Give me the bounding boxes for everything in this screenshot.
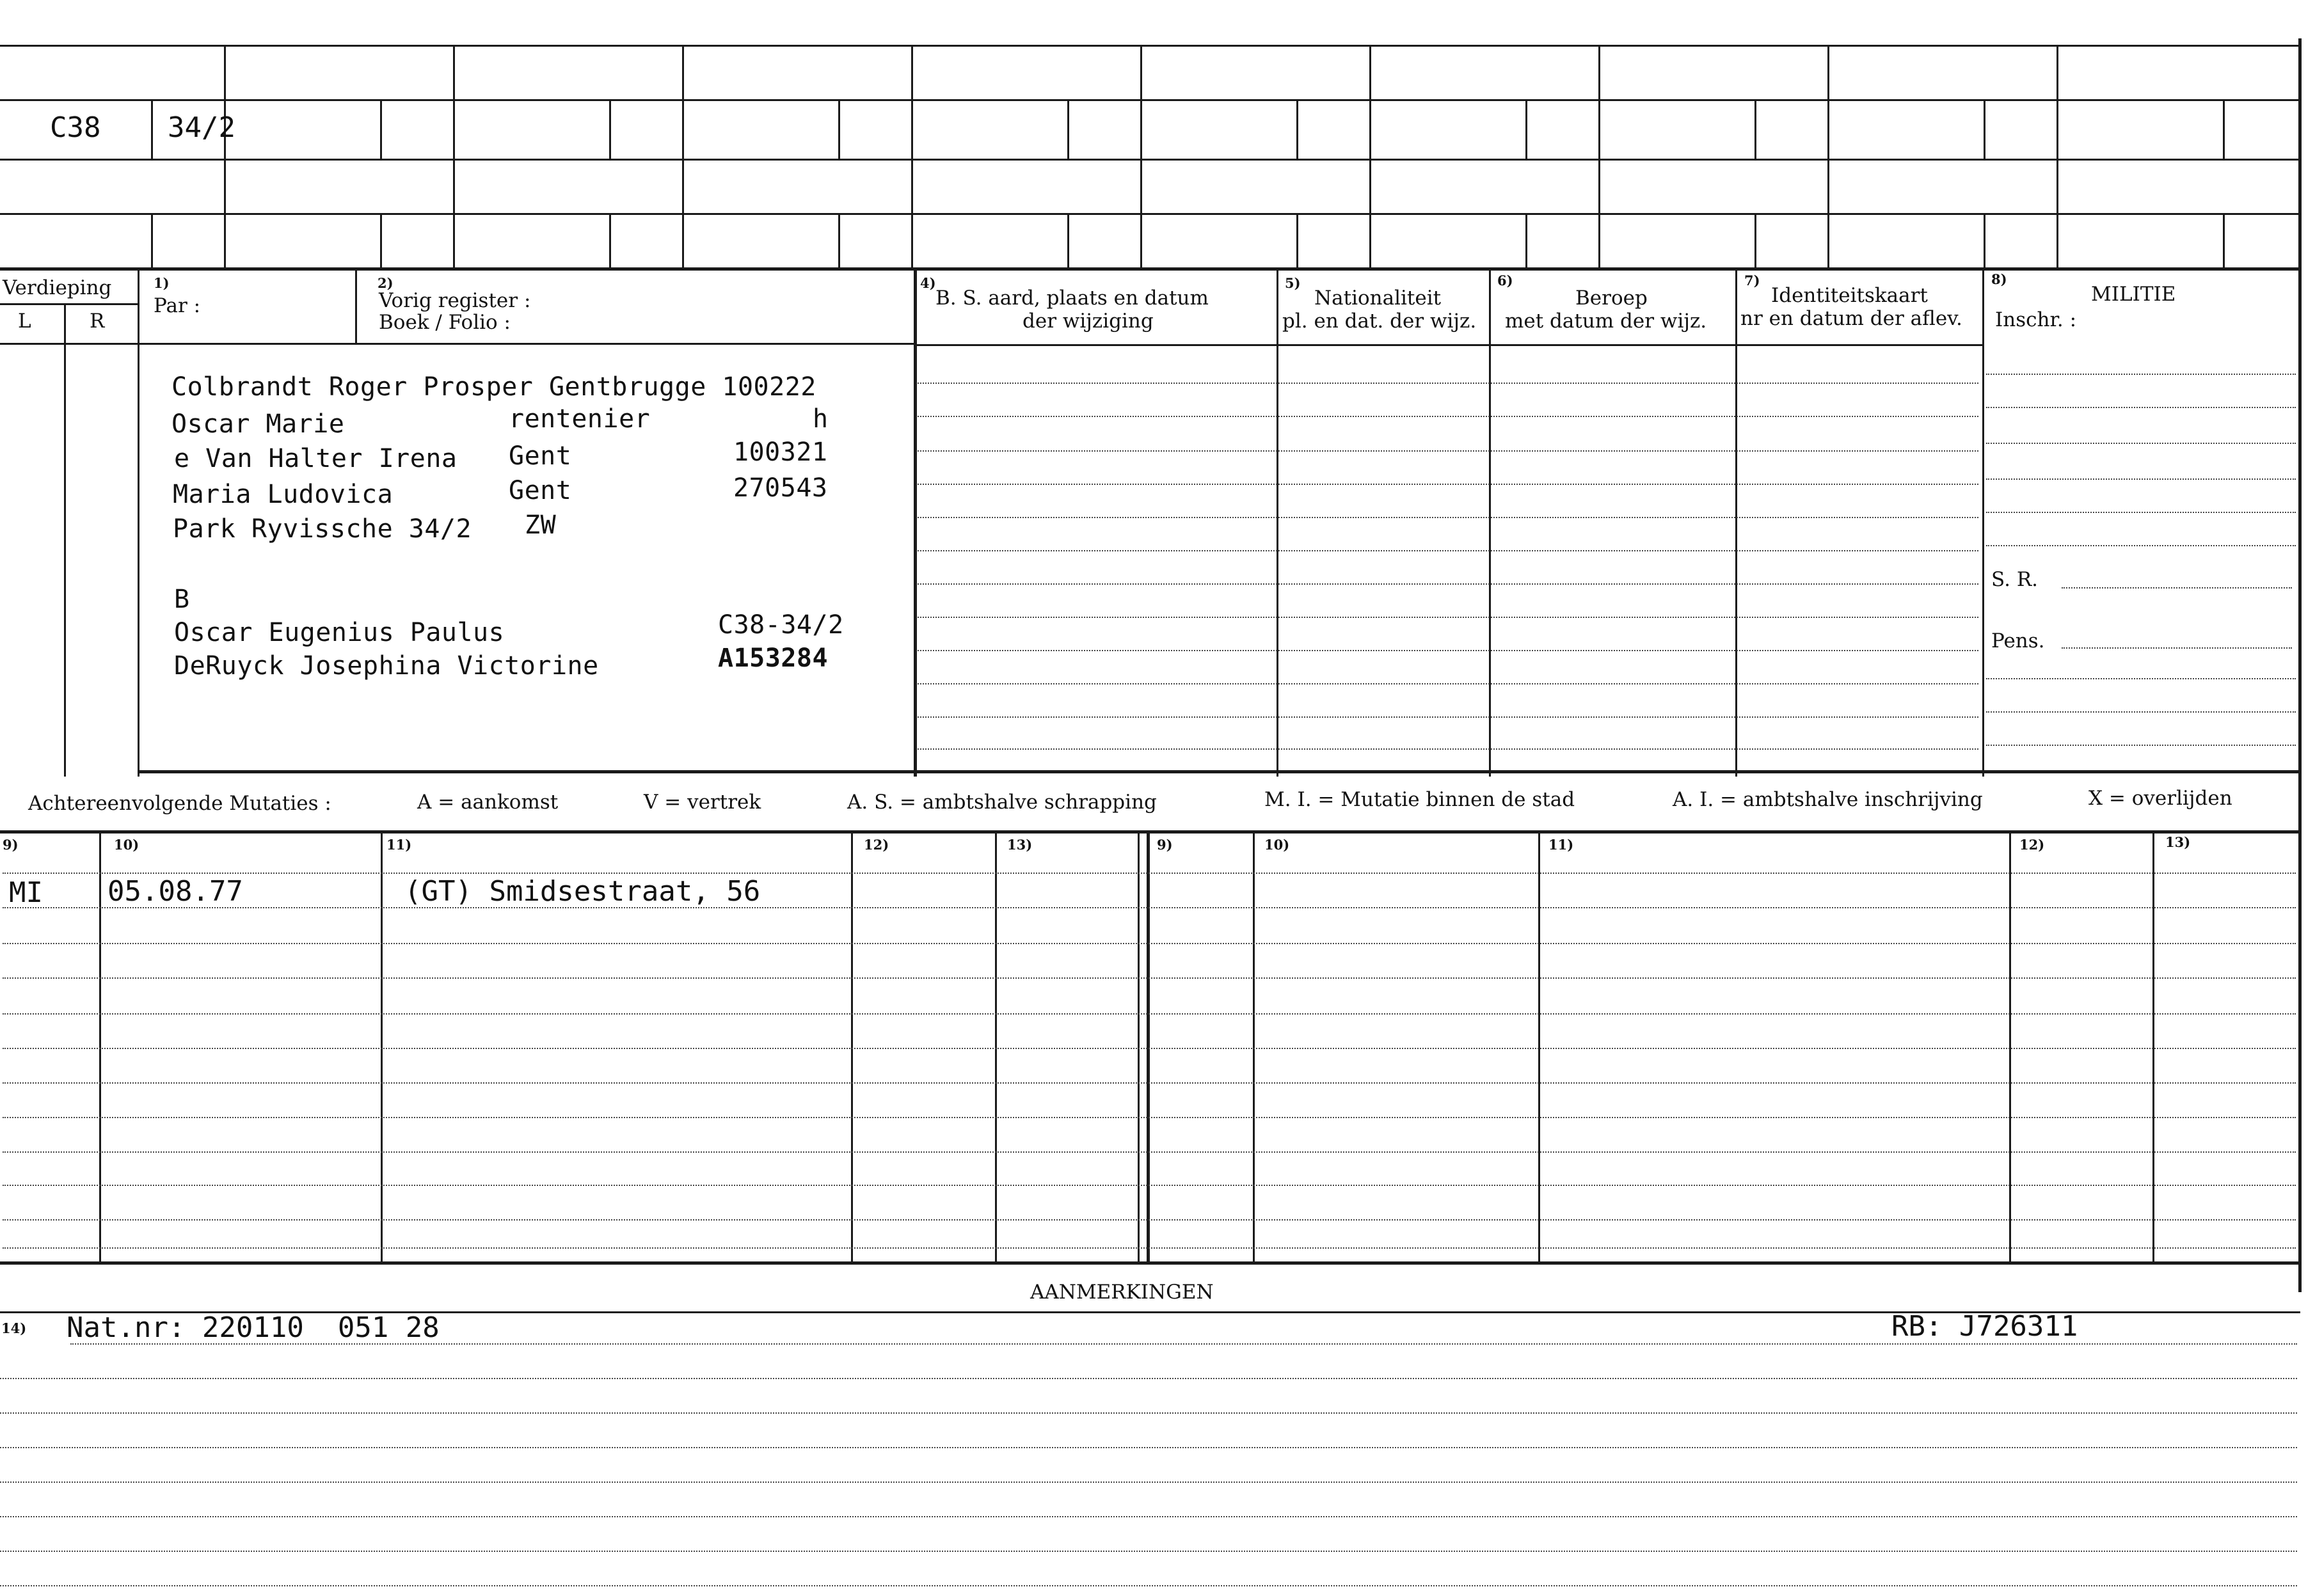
- militie-pens: Pens.: [1991, 629, 2045, 652]
- person-line8a: DeRuyck Josephina Victorine: [174, 651, 599, 681]
- col5-line2: pl. en dat. der wijz.: [1282, 310, 1477, 333]
- person-line7b: C38-34/2: [718, 610, 844, 640]
- legend-as: A. S. = ambtshalve schrapping: [847, 791, 1157, 814]
- col8-num: 8): [1991, 271, 2007, 287]
- mut-h9b: 9): [1157, 837, 1173, 853]
- col4-line2: der wijziging: [1022, 310, 1154, 333]
- person-line2b: rentenier: [509, 404, 651, 434]
- col6-line2: met datum der wijz.: [1505, 310, 1707, 333]
- col4-num: 4): [920, 275, 936, 291]
- par-num: 1): [154, 275, 170, 291]
- mutation-type: MI: [9, 876, 43, 909]
- legend-x: X = overlijden: [2088, 787, 2232, 810]
- militie-sr: S. R.: [1991, 568, 2039, 591]
- col5-line1: Nationaliteit: [1314, 287, 1442, 310]
- person-line3b: Gent: [509, 441, 572, 471]
- person-line7a: Oscar Eugenius Paulus: [174, 618, 505, 647]
- mut-h11b: 11): [1548, 837, 1574, 853]
- mutation-date: 05.08.77: [107, 875, 243, 908]
- col7-line2: nr en datum der aflev.: [1740, 307, 1962, 330]
- remarks-natnr: Nat.nr: 220110 051 28: [67, 1311, 440, 1344]
- person-line2c: h: [813, 404, 829, 434]
- militie-inschr: Inschr. :: [1995, 308, 2077, 331]
- verdieping-r: R: [90, 310, 105, 333]
- legend-title: Achtereenvolgende Mutaties :: [28, 792, 331, 815]
- col6-line1: Beroep: [1575, 287, 1648, 310]
- person-line1: Colbrandt Roger Prosper Gentbrugge 100222: [171, 372, 816, 402]
- mut-h12a: 12): [864, 837, 889, 853]
- person-line3c: 100321: [733, 438, 828, 467]
- header-code-left: C38: [50, 111, 101, 144]
- person-line6: B: [174, 585, 190, 614]
- militie-title: MILITIE: [2091, 283, 2176, 306]
- vorig-label-1: Vorig register :: [379, 289, 531, 312]
- mut-h10a: 10): [114, 837, 139, 853]
- col6-num: 6): [1497, 273, 1513, 288]
- legend-a: A = aankomst: [417, 791, 559, 814]
- person-line4c: 270543: [733, 473, 828, 503]
- person-line3a: e Van Halter Irena: [174, 444, 457, 473]
- person-line2a: Oscar Marie: [171, 409, 345, 439]
- mut-h13a: 13): [1007, 837, 1033, 853]
- legend-ai: A. I. = ambtshalve inschrijving: [1673, 788, 1983, 811]
- col7-line1: Identiteitskaart: [1771, 284, 1928, 307]
- verdieping-l: L: [18, 310, 31, 333]
- person-line4a: Maria Ludovica: [173, 480, 394, 509]
- person-line5a: Park Ryvissche 34/2: [173, 514, 472, 544]
- person-line8b: A153284: [718, 644, 829, 673]
- mut-h10b: 10): [1264, 837, 1290, 853]
- remarks-rb: RB: J726311: [1891, 1310, 2078, 1343]
- verdieping-title: Verdieping: [3, 276, 112, 299]
- mut-h11a: 11): [386, 837, 412, 853]
- vorig-num: 2): [378, 275, 394, 291]
- header-code-right: 34/2: [168, 111, 235, 144]
- person-line5b: ZW: [525, 510, 557, 540]
- col5-num: 5): [1285, 275, 1301, 291]
- mut-h13b: 13): [2165, 834, 2191, 850]
- legend-mi: M. I. = Mutatie binnen de stad: [1264, 788, 1575, 811]
- col7-num: 7): [1744, 273, 1760, 288]
- vorig-label-2: Boek / Folio :: [379, 311, 511, 334]
- person-line4b: Gent: [509, 476, 572, 505]
- mutation-address: (GT) Smidsestraat, 56: [404, 875, 761, 908]
- legend-v: V = vertrek: [644, 791, 761, 814]
- par-label: Par :: [154, 294, 201, 317]
- remarks-title: AANMERKINGEN: [1030, 1281, 1214, 1304]
- mut-h9a: 9): [3, 837, 19, 853]
- col4-line1: B. S. aard, plaats en datum: [935, 287, 1209, 310]
- remarks-num: 14): [1, 1320, 27, 1336]
- mut-h12b: 12): [2019, 837, 2045, 853]
